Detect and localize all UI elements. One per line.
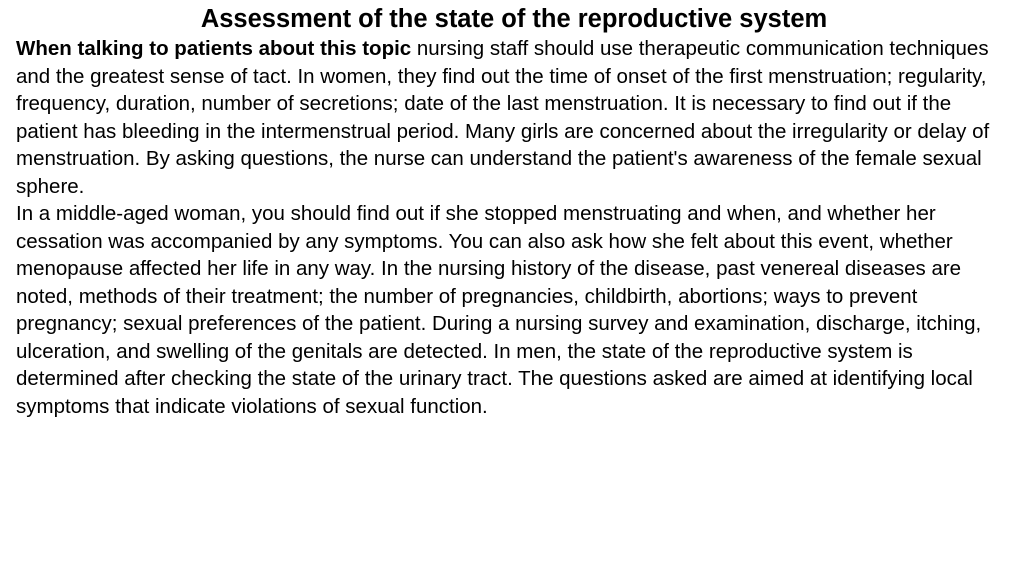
paragraph-middle-aged: In a middle-aged woman, you should find out if she stopped menstruating and when, and whether her cessation was accompanied by any symptoms. You can also ask how she felt about this event, whether menopause affected her life in any way. In the nursing history of the disease, past venereal diseases are noted, methods of their treatment; the number of pregnancies, childbirth, abortions; ways to prevent pregnancy; sexual preferences of the patient. During a nursing survey and examination, discharge, itching, ulceration, and swelling of the genitals are detected. In men, the state of the reproductive system is determined after checking the state of the urinary tract. The questions asked are aimed at identifying local symptoms that indicate violations of sexual function. [16, 202, 982, 418]
paragraph-intro [16, 35, 1012, 200]
paragraph-intro-lead: When talking to patients about this topic [16, 37, 412, 60]
slide-title: Assessment of the state of the reproductive system [200, 5, 828, 33]
paragraph-intro-text: nursing staff should use therapeutic communication techniques and the greatest sense of tact. In women, they find out the time of onset of the first menstruation; regularity, frequency, duration, number of secretions; date of the last menstruation. It is necessary to find out if the patient has bleeding in the intermenstrual period. Many girls are concerned about the irregularity or delay of menstruation. By asking questions, the nurse can understand the patient's awareness of the female sexual sphere. [16, 37, 990, 198]
